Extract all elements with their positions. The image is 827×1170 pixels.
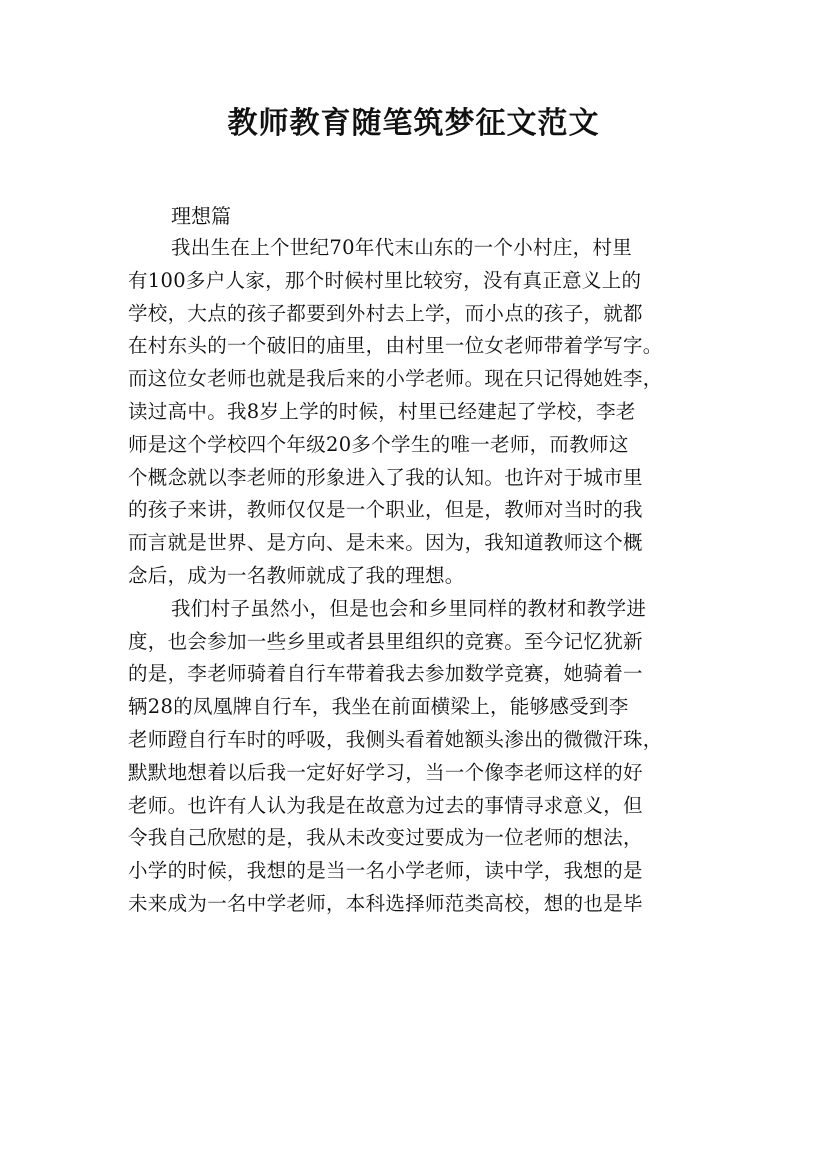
paragraph-line: 我出生在上个世纪70年代末山东的一个小村庄，村里 <box>171 236 633 259</box>
paragraph-line: 而言就是世界、是方向、是未来。因为，我知道教师这个概 <box>128 531 643 555</box>
paragraph-line: 个概念就以李老师的形象进入了我的认知。也许对于城市里 <box>128 465 643 489</box>
paragraph-line: 在村东头的一个破旧的庙里，由村里一位女老师带着学写字。 <box>128 334 663 358</box>
paragraph-line: 默默地想着以后我一定好好学习，当一个像李老师这样的好 <box>128 760 643 784</box>
paragraph-line: 我们村子虽然小，但是也会和乡里同样的教材和教学进 <box>171 596 647 620</box>
paragraph-line: 老师。也许有人认为我是在故意为过去的事情寻求意义，但 <box>128 793 643 817</box>
paragraph-line: 而这位女老师也就是我后来的小学老师。现在只记得她姓李， <box>128 367 663 391</box>
section-heading: 理想篇 <box>171 204 231 228</box>
paragraph-line: 老师蹬自行车时的呼吸，我侧头看着她额头渗出的微微汗珠， <box>128 727 663 751</box>
paragraph-line: 学校，大点的孩子都要到外村去上学，而小点的孩子，就都 <box>128 301 643 325</box>
paragraph-line: 有100多户人家，那个时候村里比较穷，没有真正意义上的 <box>128 268 642 292</box>
paragraph-line: 师是这个学校四个年级20多个学生的唯一老师，而教师这 <box>128 432 629 456</box>
paragraph-line: 念后，成为一名教师就成了我的理想。 <box>128 563 465 587</box>
paragraph-line: 的是，李老师骑着自行车带着我去参加数学竞赛，她骑着一 <box>128 662 643 686</box>
paragraph-line: 令我自己欣慰的是，我从未改变过要成为一位老师的想法， <box>128 826 643 850</box>
paragraph-line: 辆28的凤凰牌自行车，我坐在前面横梁上，能够感受到李 <box>128 695 629 719</box>
paragraph-line: 未来成为一名中学老师，本科选择师范类高校，想的也是毕 <box>128 891 643 915</box>
document-title: 教师教育随笔筑梦征文范文 <box>227 106 600 141</box>
paragraph-line: 小学的时候，我想的是当一名小学老师，读中学，我想的是 <box>128 859 643 883</box>
paragraph-line: 的孩子来讲，教师仅仅是一个职业，但是，教师对当时的我 <box>128 498 643 522</box>
paragraph-line: 度，也会参加一些乡里或者县里组织的竞赛。至今记忆犹新 <box>128 629 643 653</box>
document-body <box>128 232 708 921</box>
paragraph-line: 读过高中。我8岁上学的时候，村里已经建起了学校，李老 <box>128 399 636 423</box>
